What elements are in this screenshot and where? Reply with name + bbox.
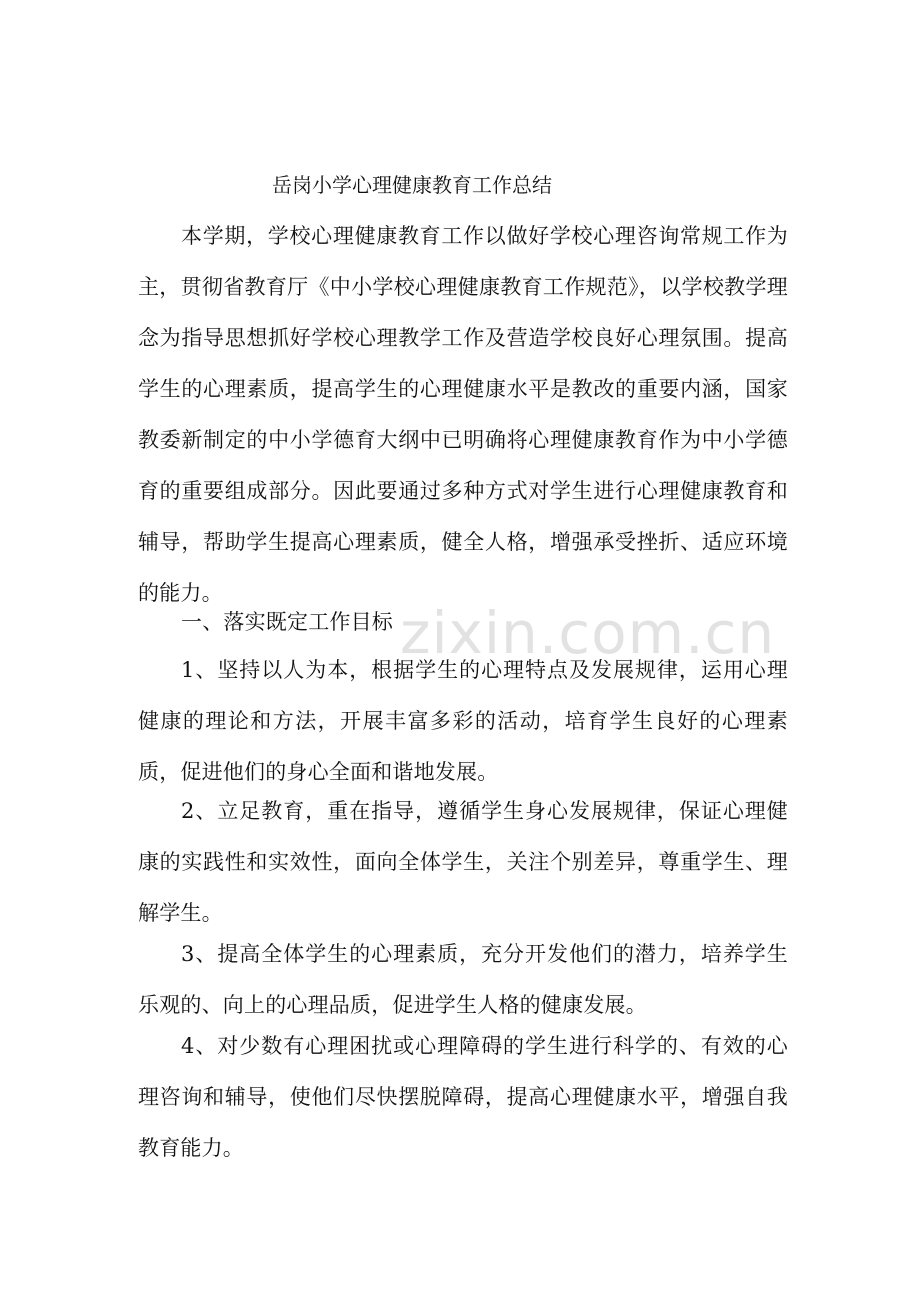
site-watermark: zixin.com.cn xyxy=(400,599,776,667)
section-heading: 一、落实既定工作目标 xyxy=(181,610,393,634)
goal-item-1: 1、坚持以人为本，根据学生的心理特点及发展规律，运用心理健康的理论和方法，开展丰富多彩的活动，培育学生良好的心理素质，促进他们的身心全面和谐地发展。 xyxy=(138,658,788,784)
goal-item-2: 2、立足教育，重在指导，遵循学生身心发展规律，保证心理健康的实践性和实效性，面向全体学生，关注个别差异，尊重学生、理解学生。 xyxy=(138,799,788,925)
intro-paragraph: 本学期，学校心理健康教育工作以做好学校心理咨询常规工作为主，贯彻省教育厅《中小学校心理健康教育工作规范》，以学校教学理念为指导思想抓好学校心理教学工作及营造学校良好心理氛围。提高学生的心理素质，提高学生的心理健康水平是教改的重要内涵，国家教委新制定的中小学德育大纲中已明确将心理健康教育作为中小学德育的重要组成部分。因此要通过多种方式对学生进行心理健康教育和辅导，帮助学生提高心理素质，健全人格，增强承受挫折、适应环境的能力。 xyxy=(138,224,788,605)
goal-item-3: 3、提高全体学生的心理素质，充分开发他们的潜力，培养学生乐观的、向上的心理品质，促进学生人格的健康发展。 xyxy=(138,942,788,1017)
document-title: 岳岗小学心理健康教育工作总结 xyxy=(272,173,552,197)
goal-item-4: 4、对少数有心理困扰或心理障碍的学生进行科学的、有效的心理咨询和辅导，使他们尽快摆脱障碍，提高心理健康水平，增强自我教育能力。 xyxy=(138,1034,788,1160)
